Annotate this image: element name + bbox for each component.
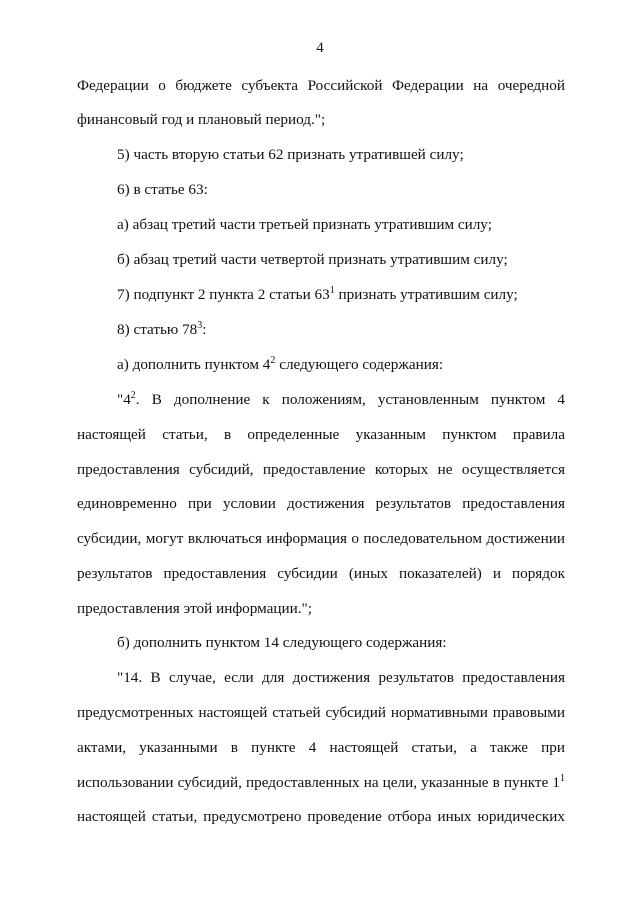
text-line: финансовый год и плановый период."; xyxy=(77,111,326,128)
line-text: "4 xyxy=(117,391,131,408)
line-text: а) дополнить пунктом 4 xyxy=(117,356,271,373)
line-text: использовании субсидий, предоставленных на цели, указанные в пункте 1 xyxy=(77,774,560,791)
superscript: 2 xyxy=(270,355,276,366)
line-text: 8) статью 78 xyxy=(117,321,198,338)
text-line: предоставления субсидий, предоставление которых не осуществляется xyxy=(77,461,565,478)
text-line xyxy=(117,391,565,409)
line-text: 7) подпункт 2 пункта 2 статьи 63 xyxy=(117,286,330,303)
text-line: 5) часть вторую статьи 62 признать утратившей силу; xyxy=(117,146,464,163)
text-line: предоставления этой информации."; xyxy=(77,600,312,617)
text-line: предусмотренных настоящей статьей субсидий нормативными правовыми xyxy=(77,704,565,721)
text-line: результатов предоставления субсидии (иных показателей) и порядок xyxy=(77,565,565,582)
superscript: 1 xyxy=(560,773,565,784)
superscript: 2 xyxy=(130,390,136,401)
text-line: актами, указанными в пункте 4 настоящей статьи, а также при xyxy=(77,739,565,756)
text-line xyxy=(77,774,565,792)
line-text: . В дополнение к положениям, установленным пунктом 4 xyxy=(135,391,565,408)
text-line: б) дополнить пунктом 14 следующего содержания: xyxy=(117,634,447,651)
text-line: б) абзац третий части четвертой признать утратившим силу; xyxy=(117,251,508,268)
text-line: настоящей статьи, в определенные указанным пунктом правила xyxy=(77,426,565,443)
text-line: субсидии, могут включаться информация о последовательном достижении xyxy=(77,530,565,547)
line-text: признать утратившим силу; xyxy=(334,286,518,303)
text-line: единовременно при условии достижения результатов предоставления xyxy=(77,495,565,512)
text-line: "14. В случае, если для достижения результатов предоставления xyxy=(117,669,565,686)
line-text: : xyxy=(202,321,207,338)
text-line xyxy=(117,321,565,339)
text-line: Федерации о бюджете субъекта Российской Федерации на очередной xyxy=(77,77,565,94)
text-line xyxy=(117,286,565,304)
text-line: а) абзац третий части третьей признать утратившим силу; xyxy=(117,216,492,233)
text-line: настоящей статьи, предусмотрено проведение отбора иных юридических xyxy=(77,808,565,825)
superscript: 3 xyxy=(197,320,203,331)
page-number: 4 xyxy=(316,40,324,56)
text-line: 6) в статье 63: xyxy=(117,181,208,198)
superscript: 1 xyxy=(329,285,335,296)
line-text: следующего содержания: xyxy=(275,356,444,373)
text-line xyxy=(117,356,565,374)
